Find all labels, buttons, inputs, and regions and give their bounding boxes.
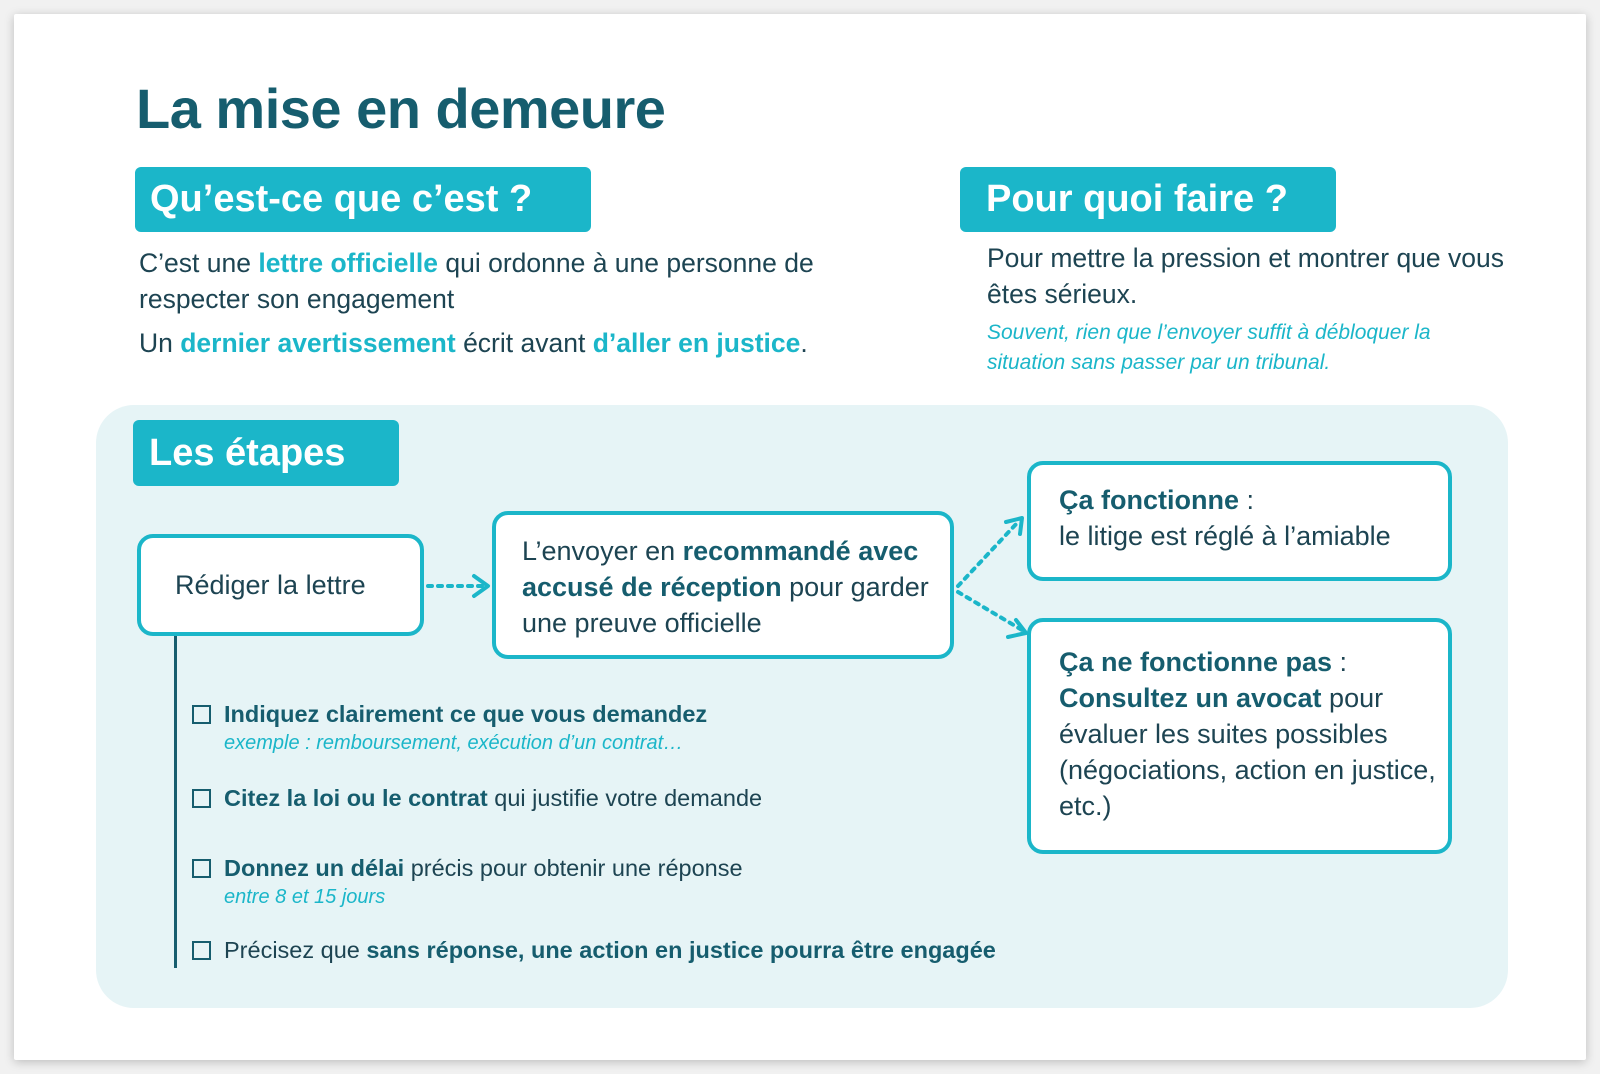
checklist-item: Donnez un délai précis pour obtenir une réponse entre 8 et 15 jours [192,852,743,910]
what-warning: Un dernier avertissement écrit avant d’aller en justice. [139,328,808,358]
outcome-fails: Ça ne fonctionne pas : Consultez un avocat pour évaluer les suites possibles (négociations, action en justice, etc.) [1027,618,1452,854]
checkbox-icon [192,941,211,960]
highlight-go-to-court: d’aller en justice [592,328,801,358]
step-send-registered: L’envoyer en recommandé avec accusé de réception pour garder une preuve officielle [492,511,954,659]
checklist-item: Précisez que sans réponse, une action en justice pourra être engagée [192,934,996,966]
page-title: La mise en demeure [136,77,666,140]
what-heading: Qu’est-ce que c’est ? [135,167,591,232]
why-note: Souvent, rien que l’envoyer suffit à débloquer la situation sans passer par un tribunal. [987,321,1431,374]
step-write-letter: Rédiger la lettre [137,534,424,636]
why-text: Pour mettre la pression et montrer que vous êtes sérieux. [987,243,1504,309]
checklist-item: Citez la loi ou le contrat qui justifie votre demande [192,782,762,814]
arrow-send-to-works [958,522,1018,586]
highlight-official-letter: lettre officielle [258,248,438,278]
why-heading: Pour quoi faire ? [960,167,1336,232]
outcome-works: Ça fonctionne : le litige est réglé à l’amiable [1027,461,1452,581]
checkbox-icon [192,789,211,808]
checklist-item: Indiquez clairement ce que vous demandez exemple : remboursement, exécution d’un contrat… [192,698,707,756]
what-definition: C’est une lettre officielle qui ordonne à une personne de respecter son engagement [139,248,814,314]
checkbox-icon [192,859,211,878]
highlight-last-warning: dernier avertissement [180,328,456,358]
checkbox-icon [192,705,211,724]
steps-heading: Les étapes [133,420,399,486]
arrow-send-to-fails [958,592,1022,630]
